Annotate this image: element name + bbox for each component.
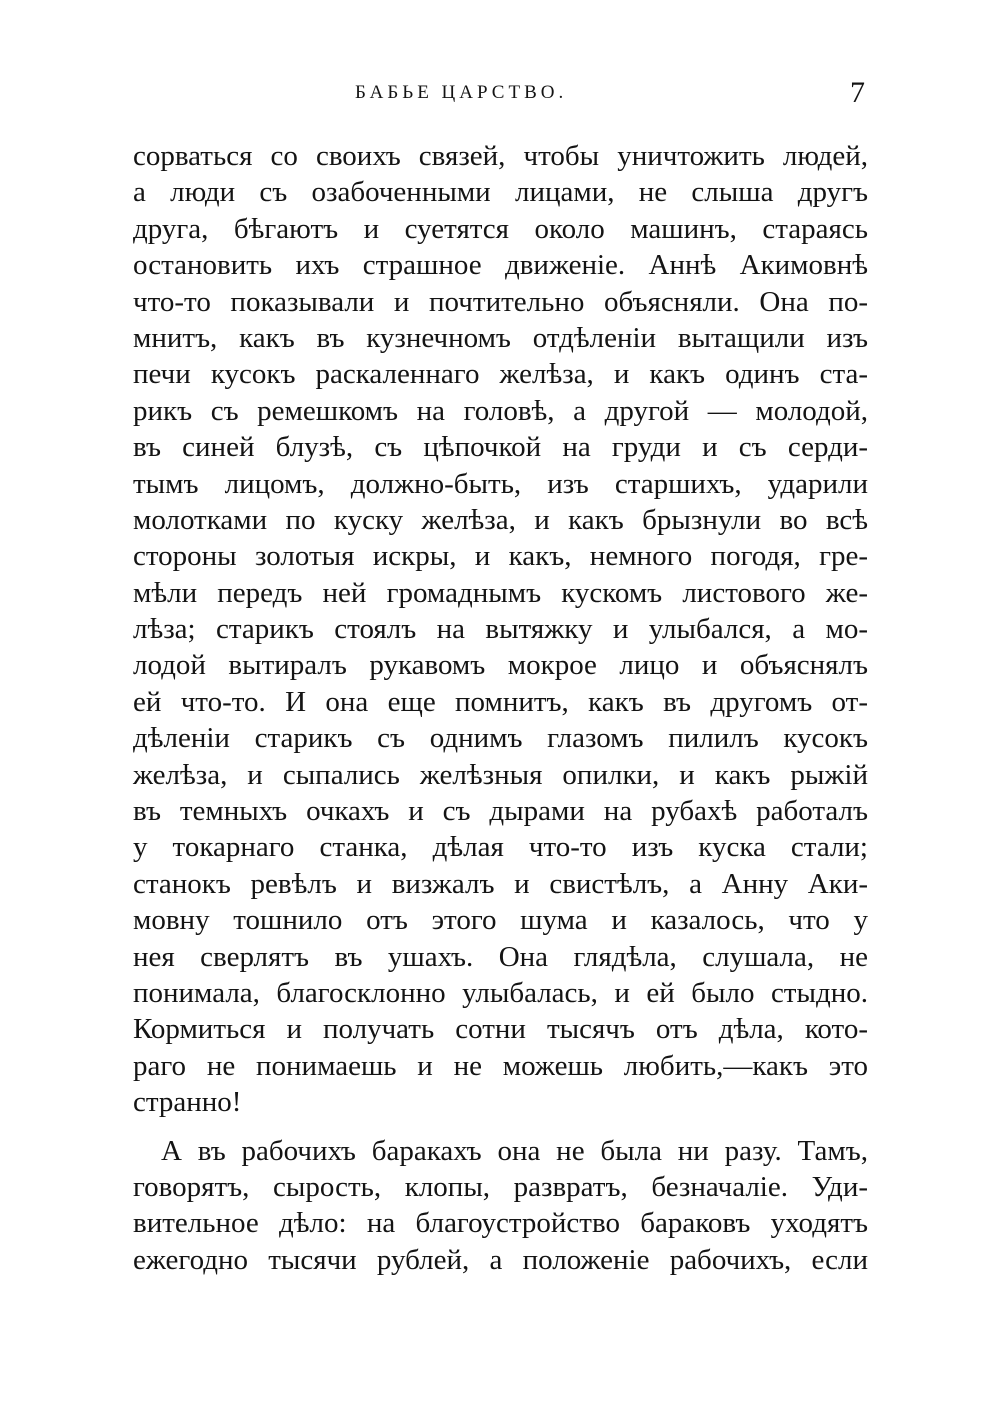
text-line: вительное дѣло: на благоустройство бараковъ уходятъ [133,1207,868,1240]
paragraph-gap [133,1121,868,1133]
text-line: мнитъ, какъ въ кузнечномъ отдѣленіи вытащили изъ [133,321,868,354]
text-line: странно! [133,1086,242,1119]
page-number: 7 [850,76,865,109]
text-line: что-то показывали и почтительно объясняли. Она по- [133,285,868,318]
text-line: ежегодно тысячи рублей, а положеніе рабочихъ, если [133,1243,868,1276]
text-line: дѣленіи старикъ съ однимъ глазомъ пилилъ кусокъ [133,722,868,755]
text-line: у токарнаго станка, дѣлая что-то изъ куска стали; [133,831,868,864]
text-line: Кормиться и получать сотни тысячъ отъ дѣла, кото- [133,1013,868,1046]
text-line: мовну тошнило отъ этого шума и казалось, что у [133,904,868,937]
text-line: нея сверлятъ въ ушахъ. Она глядѣла, слушала, не [133,940,868,973]
text-line: лодой вытиралъ рукавомъ мокрое лицо и объяснялъ [133,649,868,682]
text-line: лѣза; старикъ стоялъ на вытяжку и улыбался, а мо- [133,613,868,646]
text-line: мѣли передъ ней громаднымъ кускомъ листового же- [133,576,868,609]
text-line: молотками по куску желѣза, и какъ брызнули во всѣ [133,503,868,536]
text-line: въ синей блузѣ, съ цѣпочкой на груди и съ серди- [133,431,868,464]
running-title: БАБЬЕ ЦАРСТВО. [355,82,568,103]
text-line: друга, бѣгаютъ и суетятся около машинъ, стараясь [133,212,868,245]
body-text [133,138,868,1278]
text-line: въ темныхъ очкахъ и съ дырами на рубахѣ работалъ [133,795,868,828]
text-line: раго не понимаешь и не можешь любить,—какъ это [133,1049,868,1082]
text-line: желѣза, и сыпались желѣзныя опилки, и какъ рыжій [133,758,868,791]
paragraph-2 [133,1133,868,1279]
text-line: понимала, благосклонно улыбалась, и ей было стыдно. [133,976,868,1009]
paragraph-1 [133,138,868,1121]
text-line: остановить ихъ страшное движеніе. Аннѣ Акимовнѣ [133,249,868,282]
text-line: тымъ лицомъ, должно-быть, изъ старшихъ, ударили [133,467,868,500]
text-line: А въ рабочихъ баракахъ она не была ни разу. Тамъ, [161,1134,868,1167]
text-line: печи кусокъ раскаленнаго желѣза, и какъ одинъ ста- [133,358,868,391]
text-line: стороны золотыя искры, и какъ, немного погодя, гре- [133,540,868,573]
text-line: ей что-то. И она еще помнитъ, какъ въ другомъ от- [133,685,868,718]
text-line: а люди съ озабоченными лицами, не слыша другъ [133,176,868,209]
text-line: говорятъ, сырость, клопы, развратъ, безначаліе. Уди- [133,1170,868,1203]
text-line: сорваться со своихъ связей, чтобы уничтожить людей, [133,140,868,172]
text-line: рикъ съ ремешкомъ на головѣ, а другой — молодой, [133,394,868,427]
text-line: станокъ ревѣлъ и визжалъ и свистѣлъ, а Анну Аки- [133,867,868,900]
